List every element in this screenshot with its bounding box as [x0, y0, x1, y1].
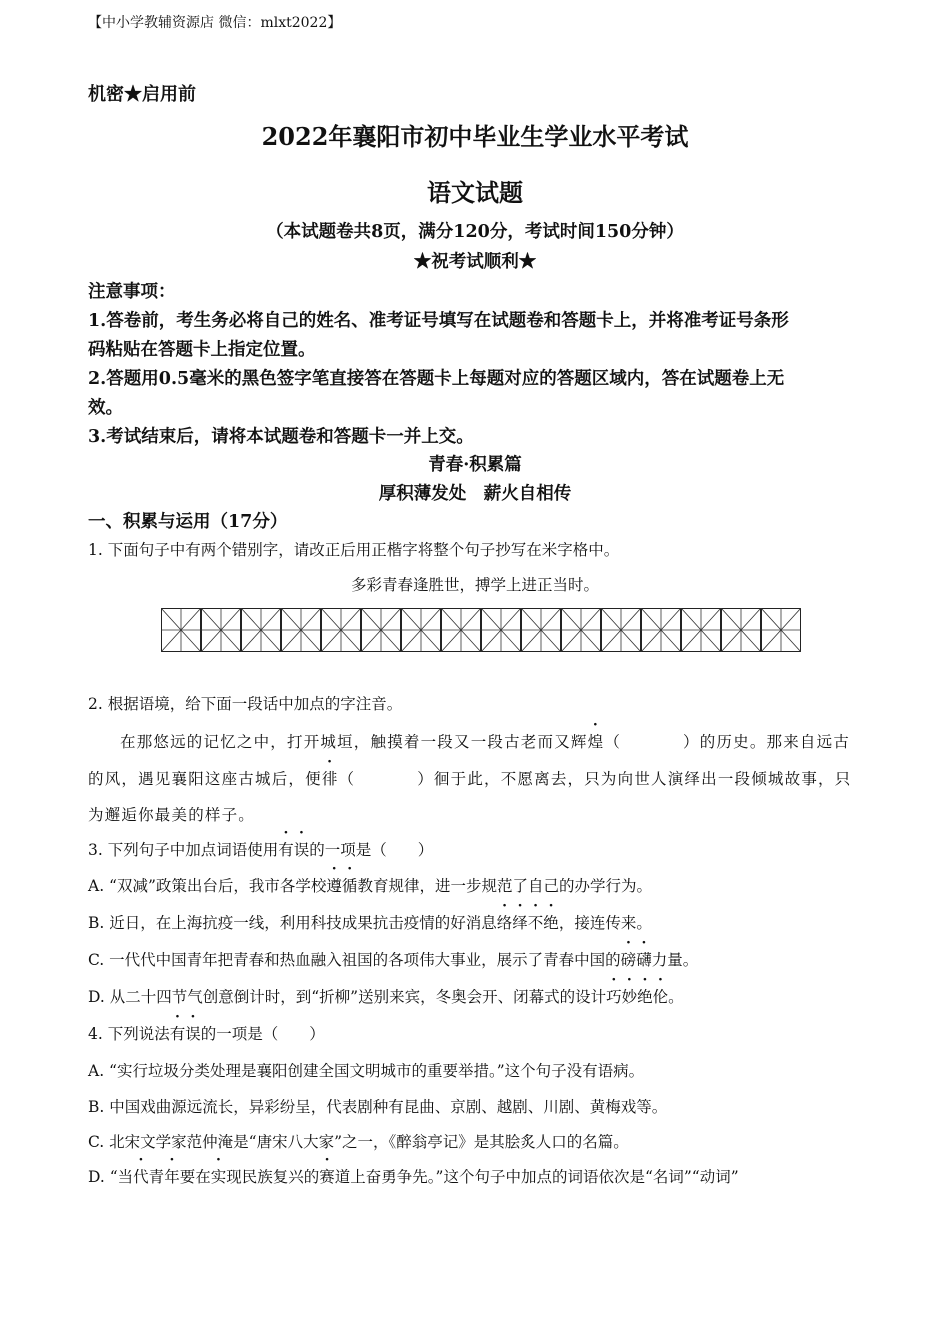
question-4-option-c: C. 北宋文学家范仲淹是“唐宋八大家”之一，《醉翁亭记》是其脍炙人口的名篇。 — [88, 1133, 629, 1151]
question-2-paragraph-line: 在那悠远的记忆之中，打开城垣，触摸着一段又一段古老而又辉煌（ ）的历史。那来自远古 — [120, 733, 851, 751]
notice-line: 3.考试结束后，请将本试题卷和答题卡一并上交。 — [88, 427, 474, 447]
header-watermark: 【中小学教辅资源店 微信：mlxt2022】 — [88, 15, 342, 31]
question-3-option-a: A. “双减”政策出台后，我市各学校遵循教育规律，进一步规范了自己的办学行为。 — [88, 877, 652, 895]
question-2-paragraph-line: 的风，遇见襄阳这座古城后，便徘（ ）徊于此，不愿离去，只为向世人演绎出一段倾城故事，只 — [88, 770, 852, 788]
question-2-paragraph-line: 为邂逅你最美的样子。 — [88, 806, 256, 824]
rice-grid-svg — [161, 608, 801, 652]
question-3-option-c: C. 一代代中国青年把青春和热血融入祖国的各项伟大事业，展示了青春中国的磅礴力量。 — [88, 951, 699, 969]
notice-line: 码粘贴在答题卡上指定位置。 — [88, 340, 316, 360]
confidential-label: 机密★启用前 — [88, 84, 196, 105]
notice-heading: 注意事项： — [88, 282, 176, 302]
question-1-sentence: 多彩青春逢胜世，搏学上进正当时。 — [350, 576, 599, 594]
question-1-prompt: 1. 下面句子中有两个错别字，请改正后用正楷字将整个句子抄写在米字格中。 — [88, 541, 620, 559]
question-4-option-a: A. “实行垃圾分类处理是襄阳创建全国文明城市的重要举措。”这个句子没有语病。 — [88, 1062, 645, 1080]
question-2-prompt: 2. 根据语境，给下面一段话中加点的字注音。 — [88, 695, 403, 713]
question-3-option-d: D. 从二十四节气创意倒计时，到“折柳”送别来宾，冬奥会开、闭幕式的设计巧妙绝伦。 — [88, 988, 684, 1006]
part-heading: 一、积累与运用（17分） — [88, 512, 288, 532]
exam-subtitle: 语文试题 — [427, 178, 523, 207]
notice-line: 效。 — [88, 398, 123, 418]
question-3-option-b: B. 近日，在上海抗疫一线，利用科技成果抗击疫情的好消息络绎不绝，接连传来。 — [88, 914, 652, 932]
section-title: 青春·积累篇 — [428, 455, 522, 475]
exam-title: 2022年襄阳市初中毕业生学业水平考试 — [261, 122, 689, 151]
question-4-option-b: B. 中国戏曲源远流长，异彩纷呈，代表剧种有昆曲、京剧、越剧、川剧、黄梅戏等。 — [88, 1098, 668, 1116]
rice-grid[interactable] — [161, 608, 801, 652]
notice-line: 1.答卷前，考生务必将自己的姓名、准考证号填写在试题卷和答题卡上，并将准考证号条形 — [88, 311, 789, 331]
question-4-option-d: D. “当代青年要在实现民族复兴的赛道上奋勇争先。”这个句子中加点的词语依次是“名词”“动词” — [88, 1168, 739, 1186]
question-4-prompt: 4. 下列说法有误的一项是（ ） — [88, 1025, 325, 1043]
notice-line: 2.答题用0.5毫米的黑色签字笔直接答在答题卡上每题对应的答题区域内，答在试题卷上无 — [88, 369, 785, 389]
exam-wish: ★祝考试顺利★ — [413, 252, 537, 272]
exam-info: （本试题卷共8页，满分120分，考试时间150分钟） — [266, 222, 684, 242]
section-subtitle: 厚积薄发处 薪火自相传 — [378, 484, 572, 504]
question-3-prompt: 3. 下列句子中加点词语使用有误的一项是（ ） — [88, 841, 434, 859]
